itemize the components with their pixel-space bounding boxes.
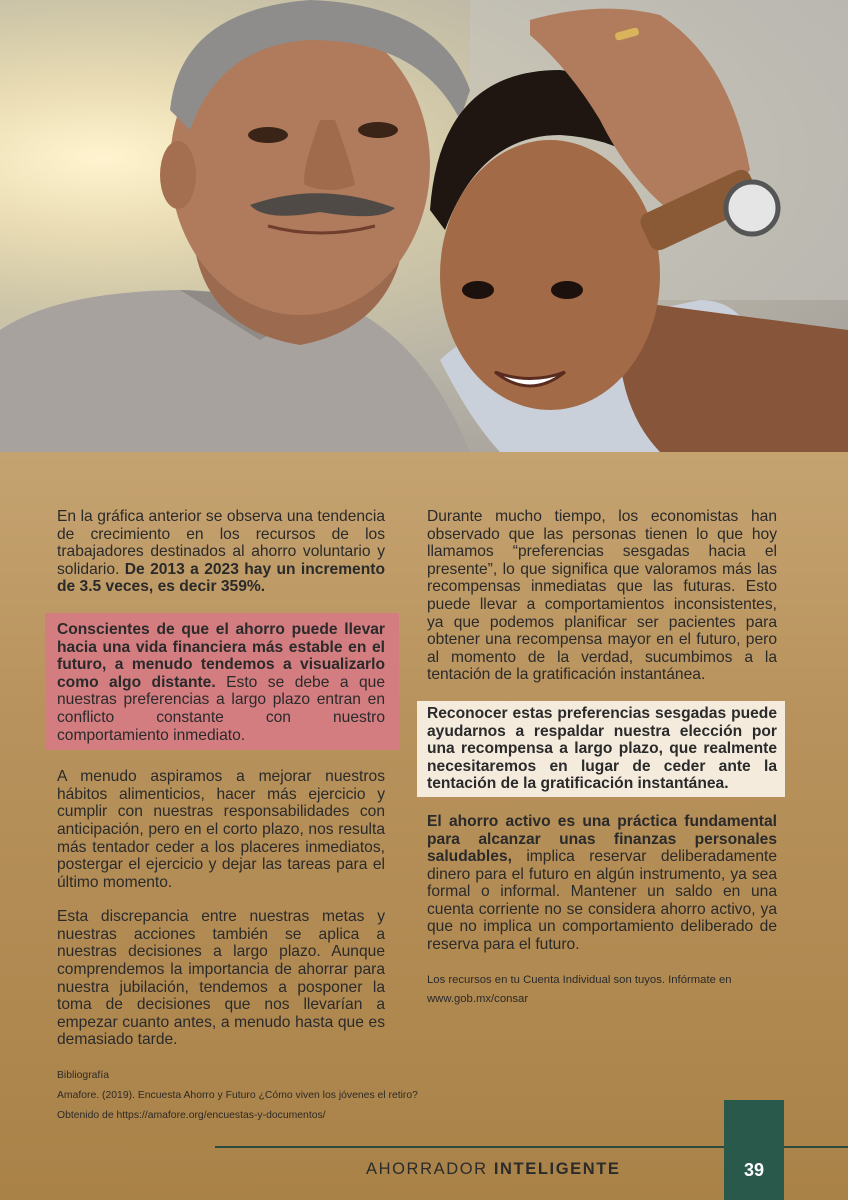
economists-paragraph: Durante mucho tiempo, los economistas han observado que las personas tienen lo que hoy llamamos “preferencias sesgadas hacia el presente”, lo que significa que valoramos más las recompensas inmediatas que las futuras. Esto puede llevar a comportamientos inconsistentes, ya que podemos planificar ser pacientes para obtener una recompensa mayor en el futuro, pero al momento de la verdad, sucumbimos a la tentación de la gratificación instantánea. xyxy=(427,508,777,684)
page-number-box xyxy=(724,1100,784,1200)
left-column xyxy=(57,508,385,1066)
right-column xyxy=(427,508,777,1026)
growth-highlight: De 2013 a 2023 hay un incremento de 3.5 veces, es decir 359%. xyxy=(57,560,385,596)
active-saving-text: implica reservar deliberadamente dinero para el futuro en algún instrumento, ya sea formal o informal. Mantener un saldo en una cuenta corriente no se considera ahorro activo, ya que no implica un comportamiento deliberado de reserva para el futuro. xyxy=(427,848,777,954)
pink-highlight-box xyxy=(45,613,399,750)
page-number: 39 xyxy=(743,1160,765,1180)
discrepancy-paragraph: Esta discrepancia entre nuestras metas y nuestras acciones también se aplica a nuestras decisiones a largo plazo. Aunque comprendemos la importancia de ahorrar para nuestra jubilación, tendemos a posponer la toma de decisiones que nos llevarían a empezar cuanto antes, a menudo hasta que es demasiado tarde. xyxy=(57,908,385,1049)
growth-paragraph xyxy=(57,508,385,596)
conscientes-text: Esto se debe a que nuestras preferencias a largo plazo entran en conflicto constante con nuestro comportamiento inmediato. xyxy=(57,673,385,744)
active-saving-bold: El ahorro activo es una práctica fundamental para alcanzar unas finanzas personales saludables, xyxy=(427,812,777,866)
growth-text: En la gráfica anterior se observa una tendencia de crecimiento en los recursos de los trabajadores destinados al ahorro voluntario y solidario. xyxy=(57,508,385,578)
bibliography xyxy=(57,1066,418,1126)
active-saving-paragraph xyxy=(427,813,777,954)
brand-light: AHORRADOR xyxy=(366,1160,494,1178)
bibliography-link: Obtenido de https://amafore.org/encuestas-y-documentos/ xyxy=(57,1110,326,1121)
habits-paragraph: A menudo aspiramos a mejorar nuestros hábitos alimenticios, hacer más ejercicio y cumplir con nuestras responsabilidades con anticipación, pero en el corto plazo, nos resulta más tentador ceder a los placeres inmediatos, postergar el ejercicio y dejar las tareas para el último momento. xyxy=(57,768,385,891)
grandfather-and-child-photo-icon xyxy=(0,0,848,452)
conscientes-bold: Conscientes de que el ahorro puede llevar hacia una vida financiera más estable en el futuro, a menudo tendemos a visualizarlo como algo distante. xyxy=(57,620,385,691)
bibliography-line: Amafore. (2019). Encuesta Ahorro y Futuro ¿Cómo viven los jóvenes el retiro? xyxy=(57,1090,418,1101)
bibliography-heading: Bibliografía xyxy=(57,1070,109,1081)
reconocer-bold: Reconocer estas preferencias sesgadas puede ayudarnos a respaldar nuestra elección por una recompensa a largo plazo, que realmente necesitaremos en lugar de ceder ante la tentación de la gratificación instantánea. xyxy=(427,704,777,793)
consar-note: Los recursos en tu Cuenta Individual son tuyos. Infórmate en www.gob.mx/consar xyxy=(427,973,732,1005)
footer-brand xyxy=(366,1160,621,1179)
cream-highlight-box xyxy=(417,701,785,797)
hero-photo xyxy=(0,0,848,452)
brand-bold: INTELIGENTE xyxy=(493,1160,621,1178)
